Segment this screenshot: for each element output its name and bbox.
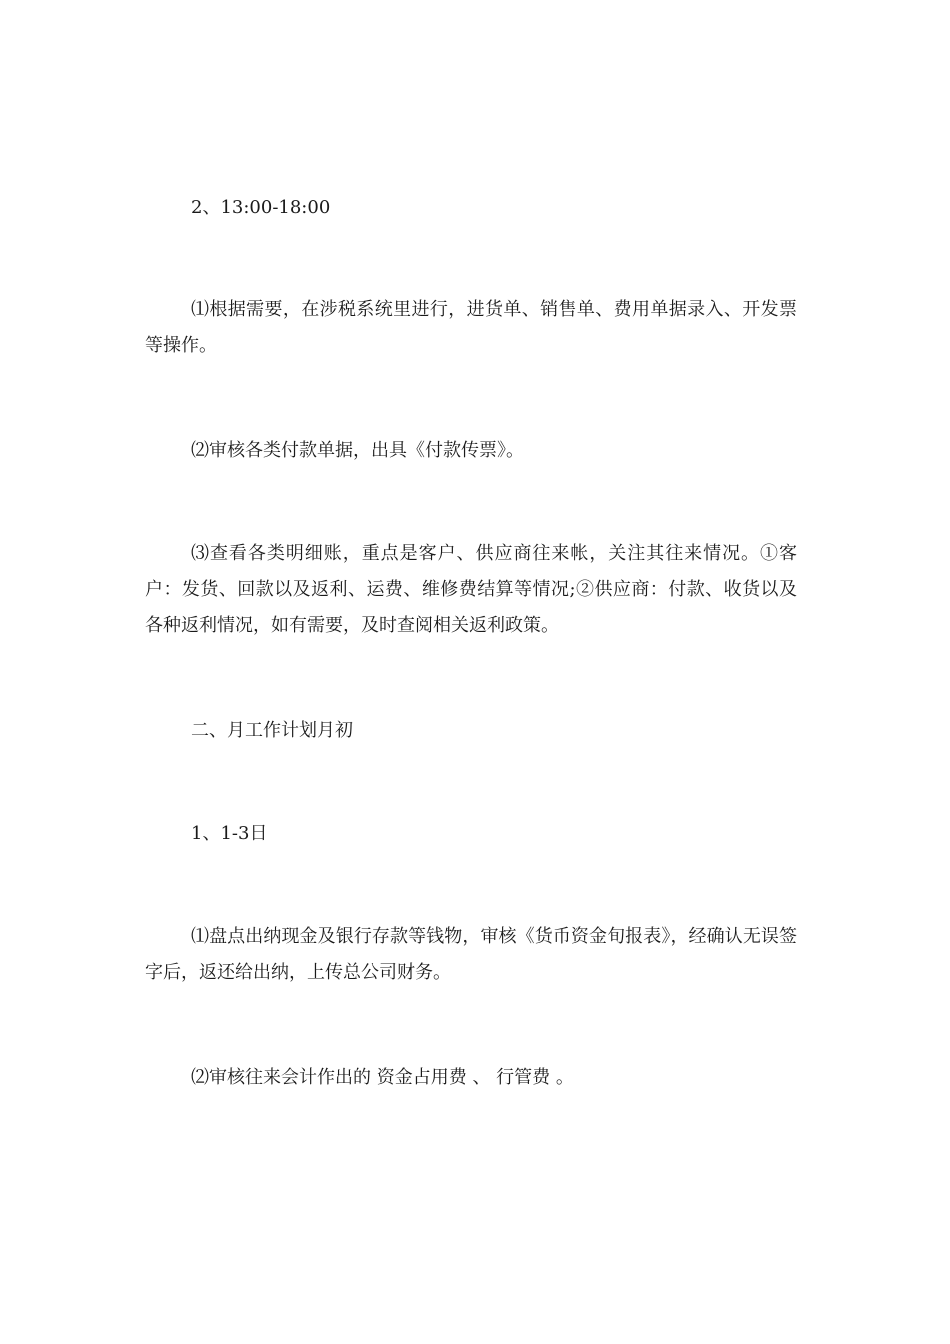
paragraph-item-1: ⑴根据需要，在涉税系统里进行，进货单、销售单、费用单据录入、开发票等操作。: [145, 299, 797, 356]
paragraph-item-4: ⑴盘点出纳现金及银行存款等钱物，审核《货币资金旬报表》，经确认无误签字后，返还给出纳，上传总公司财务。: [145, 926, 797, 983]
section-heading-days: 1、1-3日: [191, 823, 268, 844]
paragraph-item-5: ⑵审核往来会计作出的 资金占用费 、 行管费 。: [191, 1067, 574, 1088]
paragraph-item-3: ⑶查看各类明细账，重点是客户、供应商往来帐，关注其往来情况。①客户：发货、回款以及返利、运费、维修费结算等情况;②供应商：付款、收货以及各种返利情况，如有需要，及时查阅相关返利政策。: [145, 543, 797, 636]
section-heading-monthly-plan: 二、月工作计划月初: [191, 720, 353, 741]
section-heading-time: 2、13:00-18:00: [191, 197, 331, 218]
paragraph-item-2: ⑵审核各类付款单据，出具《付款传票》。: [191, 440, 524, 461]
